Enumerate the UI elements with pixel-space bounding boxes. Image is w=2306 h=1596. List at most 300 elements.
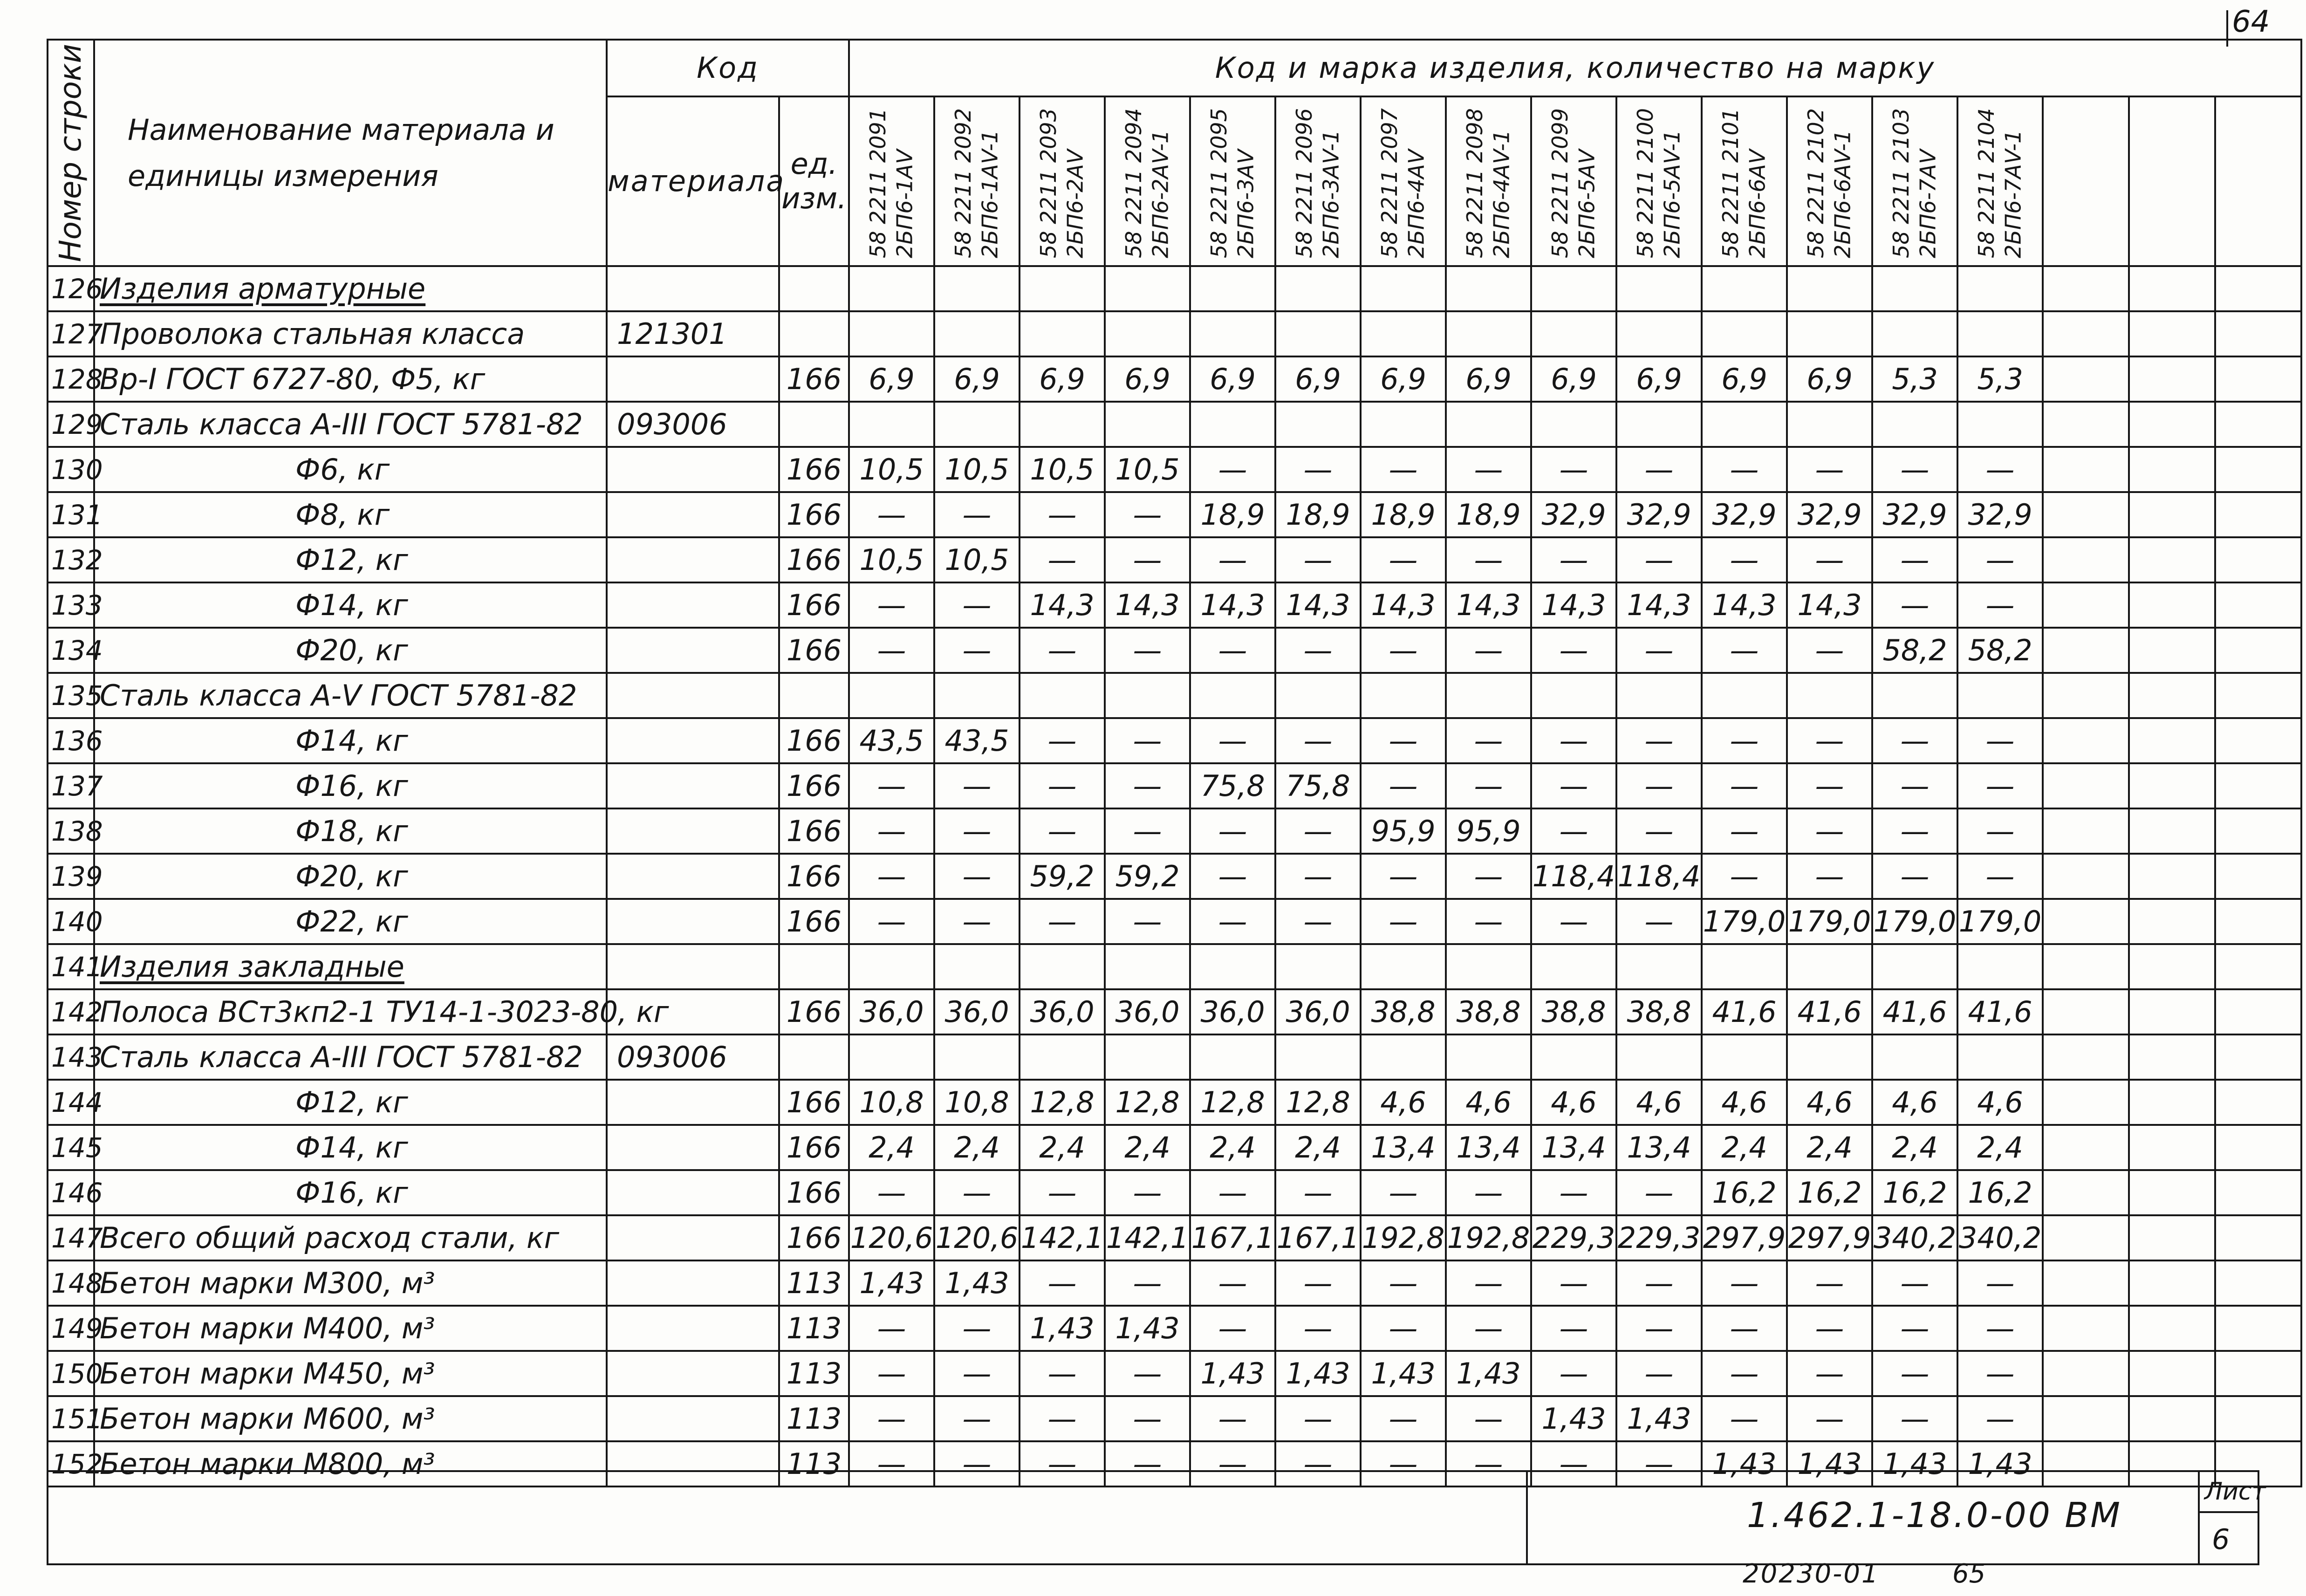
quantity-cell: 6,9 [1190, 356, 1275, 402]
quantity-cell: 6,9 [1702, 356, 1787, 402]
material-name: Бетон марки М300, м³ [94, 1260, 607, 1306]
quantity-cell [1872, 311, 1957, 356]
material-code: 121301 [607, 311, 779, 356]
product-header-cell [1190, 96, 1275, 266]
quantity-cell: 16,2 [1872, 1170, 1957, 1215]
unit-code [779, 266, 849, 311]
quantity-cell: — [1531, 537, 1616, 582]
quantity-cell: 12,8 [1105, 1080, 1190, 1125]
quantity-cell: 14,3 [1787, 582, 1872, 628]
quantity-cell: — [1531, 718, 1616, 763]
quantity-cell [1787, 1034, 1872, 1080]
quantity-cell [1020, 944, 1105, 989]
row-number-header: Номер строки [54, 43, 88, 262]
empty-cell [2043, 1306, 2129, 1351]
quantity-cell: 192,8 [1446, 1215, 1531, 1260]
quantity-cell: — [1020, 1351, 1105, 1396]
quantity-cell: 10,5 [849, 447, 934, 492]
quantity-cell: 18,9 [1275, 492, 1361, 537]
quantity-cell: — [849, 899, 934, 944]
quantity-cell: — [1190, 854, 1275, 899]
product-header-cell [934, 96, 1020, 266]
row-number: 129 [48, 402, 94, 447]
quantity-cell: — [1105, 492, 1190, 537]
quantity-cell [1702, 266, 1787, 311]
quantity-cell [1531, 944, 1616, 989]
empty-cell [2043, 899, 2129, 944]
quantity-cell: 12,8 [1190, 1080, 1275, 1125]
quantity-cell: 5,3 [1872, 356, 1957, 402]
quantity-cell: — [1872, 447, 1957, 492]
quantity-cell [849, 673, 934, 718]
quantity-cell: 43,5 [849, 718, 934, 763]
sheet-cell [2198, 1470, 2266, 1565]
quantity-cell: — [1361, 1306, 1446, 1351]
quantity-cell: — [1531, 808, 1616, 854]
quantity-cell: 16,2 [1957, 1170, 2043, 1215]
product-code: 58 2211 2099 [1547, 108, 1573, 258]
quantity-cell: 18,9 [1190, 492, 1275, 537]
material-code [607, 356, 779, 402]
material-name: Ф18, кг [94, 808, 607, 854]
quantity-cell: — [1957, 763, 2043, 808]
empty-cell [2215, 944, 2301, 989]
quantity-cell: — [1616, 763, 1702, 808]
unit-header: ед. изм. [779, 96, 849, 266]
quantity-cell: 32,9 [1787, 492, 1872, 537]
quantity-cell: — [1190, 718, 1275, 763]
quantity-cell: — [1446, 718, 1531, 763]
quantity-cell: 1,43 [1105, 1306, 1190, 1351]
quantity-cell: 2,4 [1020, 1125, 1105, 1170]
quantity-cell [1787, 311, 1872, 356]
quantity-cell: 32,9 [1702, 492, 1787, 537]
quantity-cell: — [1616, 1170, 1702, 1215]
sheet-number: 6 [2212, 1523, 2230, 1556]
unit-code: 113 [779, 1396, 849, 1441]
quantity-cell: — [1616, 1351, 1702, 1396]
empty-cell [2215, 582, 2301, 628]
material-name: Ф14, кг [94, 582, 607, 628]
quantity-cell: — [1531, 763, 1616, 808]
quantity-cell: 6,9 [1105, 356, 1190, 402]
empty-cell [2215, 673, 2301, 718]
quantity-cell: 2,4 [934, 1125, 1020, 1170]
product-code: 58 2211 2102 [1803, 108, 1829, 258]
empty-cell [2043, 808, 2129, 854]
quantity-cell: 36,0 [1275, 989, 1361, 1034]
quantity-cell: 12,8 [1020, 1080, 1105, 1125]
row-number: 128 [48, 356, 94, 402]
quantity-cell: 38,8 [1446, 989, 1531, 1034]
quantity-cell: 1,43 [934, 1260, 1020, 1306]
quantity-cell [1275, 673, 1361, 718]
quantity-cell: — [1361, 854, 1446, 899]
material-name: Ф20, кг [94, 854, 607, 899]
unit-code: 113 [779, 1306, 849, 1351]
material-code [607, 718, 779, 763]
unit-code: 166 [779, 356, 849, 402]
quantity-cell: — [1957, 854, 2043, 899]
quantity-cell [1872, 944, 1957, 989]
product-header [1121, 104, 1174, 258]
quantity-cell: 13,4 [1616, 1125, 1702, 1170]
quantity-cell: — [1872, 854, 1957, 899]
quantity-cell: — [1361, 447, 1446, 492]
quantity-cell: — [1361, 628, 1446, 673]
quantity-cell: — [1446, 1306, 1531, 1351]
empty-cell [2129, 1215, 2215, 1260]
empty-cell [2215, 1034, 2301, 1080]
quantity-cell: — [1020, 628, 1105, 673]
quantity-cell: — [1361, 1260, 1446, 1306]
quantity-cell: — [1190, 1170, 1275, 1215]
empty-cell [2043, 582, 2129, 628]
quantity-cell [1702, 673, 1787, 718]
quantity-cell [849, 311, 934, 356]
quantity-cell [1872, 402, 1957, 447]
table-row [48, 1034, 2301, 1080]
material-name: Вр-I ГОСТ 6727-80, Ф5, кг [94, 356, 607, 402]
unit-code [779, 311, 849, 356]
material-name: Сталь класса А-III ГОСТ 5781-82 [94, 402, 607, 447]
product-header [865, 104, 918, 258]
quantity-cell: 10,8 [849, 1080, 934, 1125]
quantity-cell: 167,1 [1190, 1215, 1275, 1260]
material-name: Ф16, кг [94, 1170, 607, 1215]
quantity-cell: — [1105, 1396, 1190, 1441]
product-header-cell [849, 96, 934, 266]
quantity-cell: 13,4 [1361, 1125, 1446, 1170]
product-header [1718, 104, 1771, 258]
quantity-cell [1361, 673, 1446, 718]
quantity-cell: — [1275, 1170, 1361, 1215]
quantity-cell: — [1275, 1441, 1361, 1486]
material-name: Ф12, кг [94, 537, 607, 582]
quantity-cell: 14,3 [1531, 582, 1616, 628]
quantity-cell: — [1190, 1260, 1275, 1306]
quantity-cell: 10,5 [934, 447, 1020, 492]
quantity-cell: 16,2 [1787, 1170, 1872, 1215]
quantity-cell: — [1275, 628, 1361, 673]
table-row [48, 1170, 2301, 1215]
quantity-cell: — [1275, 718, 1361, 763]
quantity-cell [1361, 944, 1446, 989]
quantity-cell: — [1020, 899, 1105, 944]
quantity-cell: 2,4 [1787, 1125, 1872, 1170]
table-row [48, 808, 2301, 854]
material-code [607, 808, 779, 854]
empty-cell [2129, 1260, 2215, 1306]
quantity-cell: — [1446, 854, 1531, 899]
quantity-cell: — [1957, 582, 2043, 628]
quantity-cell: 192,8 [1361, 1215, 1446, 1260]
quantity-cell [1190, 1034, 1275, 1080]
quantity-cell: — [1361, 1441, 1446, 1486]
quantity-cell [1616, 266, 1702, 311]
quantity-cell: 41,6 [1957, 989, 2043, 1034]
material-name: Бетон марки М450, м³ [94, 1351, 607, 1396]
quantity-cell: — [1957, 447, 2043, 492]
materials-table [47, 39, 2302, 1487]
table-row [48, 447, 2301, 492]
unit-code: 166 [779, 537, 849, 582]
quantity-cell: — [1531, 628, 1616, 673]
empty-cell [2043, 718, 2129, 763]
quantity-cell: — [1616, 1441, 1702, 1486]
quantity-cell [1787, 402, 1872, 447]
product-header [1632, 104, 1686, 258]
name-header: Наименование материала и единицы измерения [94, 40, 607, 266]
quantity-cell [934, 944, 1020, 989]
quantity-cell: — [1446, 763, 1531, 808]
quantity-cell [934, 1034, 1020, 1080]
row-number: 137 [48, 763, 94, 808]
quantity-cell: 32,9 [1872, 492, 1957, 537]
material-name: Ф12, кг [94, 1080, 607, 1125]
quantity-cell: 6,9 [1531, 356, 1616, 402]
quantity-cell: 36,0 [1020, 989, 1105, 1034]
quantity-cell [1616, 311, 1702, 356]
quantity-cell: 36,0 [849, 989, 934, 1034]
empty-cell [2043, 1215, 2129, 1260]
quantity-cell: 4,6 [1702, 1080, 1787, 1125]
quantity-cell: 1,43 [1020, 1306, 1105, 1351]
quantity-cell: — [1872, 1306, 1957, 1351]
empty-cell [2215, 537, 2301, 582]
unit-code: 113 [779, 1441, 849, 1486]
quantity-cell: — [1787, 537, 1872, 582]
quantity-cell [1446, 673, 1531, 718]
empty-cell [2215, 628, 2301, 673]
unit-code: 113 [779, 1351, 849, 1396]
product-mark: 2БП6-5АV-1 [1659, 130, 1685, 258]
quantity-cell: — [934, 1396, 1020, 1441]
quantity-cell: — [1702, 854, 1787, 899]
material-code [607, 447, 779, 492]
material-code [607, 854, 779, 899]
quantity-cell [1190, 266, 1275, 311]
quantity-cell: 6,9 [849, 356, 934, 402]
quantity-cell: 1,43 [1872, 1441, 1957, 1486]
empty-cell [2043, 402, 2129, 447]
quantity-cell: — [934, 1351, 1020, 1396]
quantity-cell [1105, 402, 1190, 447]
quantity-cell: — [1872, 718, 1957, 763]
unit-code [779, 673, 849, 718]
unit-code: 166 [779, 1170, 849, 1215]
quantity-cell: 5,3 [1957, 356, 2043, 402]
quantity-cell [1957, 944, 2043, 989]
quantity-cell [1872, 1034, 1957, 1080]
empty-cell [2215, 1260, 2301, 1306]
quantity-cell: — [1702, 447, 1787, 492]
quantity-cell: — [1787, 1260, 1872, 1306]
quantity-cell [934, 402, 1020, 447]
quantity-cell: 1,43 [1275, 1351, 1361, 1396]
empty-cell [2129, 854, 2215, 899]
quantity-cell: 229,3 [1531, 1215, 1616, 1260]
quantity-cell [1020, 311, 1105, 356]
quantity-cell [1787, 944, 1872, 989]
quantity-cell: — [1190, 808, 1275, 854]
quantity-cell [1616, 944, 1702, 989]
row-number: 136 [48, 718, 94, 763]
quantity-cell: — [1190, 447, 1275, 492]
empty-cell [2129, 673, 2215, 718]
table-row [48, 1125, 2301, 1170]
quantity-cell: — [849, 854, 934, 899]
quantity-cell: — [1531, 1351, 1616, 1396]
quantity-cell: 14,3 [1702, 582, 1787, 628]
quantity-cell: 1,43 [849, 1260, 934, 1306]
quantity-cell [1957, 1034, 2043, 1080]
empty-cell [2129, 944, 2215, 989]
quantity-cell [1531, 402, 1616, 447]
quantity-cell: 59,2 [1020, 854, 1105, 899]
quantity-cell: — [1957, 1351, 2043, 1396]
quantity-cell: 1,43 [1446, 1351, 1531, 1396]
quantity-cell: 14,3 [1105, 582, 1190, 628]
table-row [48, 718, 2301, 763]
quantity-cell: — [1872, 808, 1957, 854]
quantity-cell: — [1531, 1306, 1616, 1351]
quantity-cell: 14,3 [1446, 582, 1531, 628]
unit-code: 166 [779, 447, 849, 492]
quantity-cell: 4,6 [1787, 1080, 1872, 1125]
quantity-cell: — [1616, 1260, 1702, 1306]
product-header [1973, 104, 2027, 258]
quantity-cell [1702, 1034, 1787, 1080]
empty-cell [2129, 537, 2215, 582]
quantity-cell [1531, 311, 1616, 356]
row-number: 146 [48, 1170, 94, 1215]
product-code: 58 2211 2100 [1633, 108, 1658, 258]
quantity-cell: 36,0 [934, 989, 1020, 1034]
empty-cell [2043, 944, 2129, 989]
material-name: Ф22, кг [94, 899, 607, 944]
quantity-cell: — [849, 763, 934, 808]
quantity-cell: 118,4 [1531, 854, 1616, 899]
unit-code: 166 [779, 582, 849, 628]
product-header [950, 104, 1004, 258]
quantity-cell: — [1616, 537, 1702, 582]
quantity-cell: 179,0 [1957, 899, 2043, 944]
empty-cell [2215, 989, 2301, 1034]
quantity-cell: — [1446, 537, 1531, 582]
quantity-cell [1531, 1034, 1616, 1080]
quantity-cell: — [1872, 1396, 1957, 1441]
quantity-cell: — [1190, 628, 1275, 673]
product-code: 58 2211 2104 [1974, 108, 1999, 258]
table-row [48, 582, 2301, 628]
empty-cell [2043, 763, 2129, 808]
table-row [48, 1396, 2301, 1441]
quantity-cell: — [1616, 628, 1702, 673]
quantity-cell [1531, 673, 1616, 718]
quantity-cell [1702, 944, 1787, 989]
table-row [48, 356, 2301, 402]
quantity-cell: — [1787, 718, 1872, 763]
quantity-cell: — [1787, 1306, 1872, 1351]
quantity-cell [1361, 402, 1446, 447]
quantity-cell: 43,5 [934, 718, 1020, 763]
unit-code: 166 [779, 808, 849, 854]
quantity-cell: — [1787, 808, 1872, 854]
table-row [48, 1080, 2301, 1125]
row-number: 143 [48, 1034, 94, 1080]
quantity-cell: — [1105, 1260, 1190, 1306]
row-number: 144 [48, 1080, 94, 1125]
row-number: 151 [48, 1396, 94, 1441]
quantity-cell: 95,9 [1361, 808, 1446, 854]
header-row-top [48, 40, 2301, 96]
unit-code [779, 402, 849, 447]
unit-code [779, 944, 849, 989]
quantity-cell: — [1275, 447, 1361, 492]
empty-header-cell [2129, 96, 2215, 266]
quantity-cell: — [1446, 1170, 1531, 1215]
row-number-header-cell [48, 40, 94, 266]
quantity-cell: 6,9 [1275, 356, 1361, 402]
quantity-cell: — [1361, 763, 1446, 808]
table-row [48, 854, 2301, 899]
row-number: 133 [48, 582, 94, 628]
quantity-cell: 18,9 [1361, 492, 1446, 537]
product-header [1888, 104, 1942, 258]
row-number: 147 [48, 1215, 94, 1260]
empty-cell [2129, 1351, 2215, 1396]
empty-cell [2043, 1034, 2129, 1080]
quantity-cell: — [1020, 1170, 1105, 1215]
product-header-cell [1275, 96, 1361, 266]
quantity-cell: 32,9 [1957, 492, 2043, 537]
product-header-cell [1616, 96, 1702, 266]
quantity-cell: 38,8 [1616, 989, 1702, 1034]
quantity-cell: — [1020, 1260, 1105, 1306]
quantity-cell: 2,4 [849, 1125, 934, 1170]
product-mark: 2БП6-2АV [1062, 149, 1088, 258]
product-code: 58 2211 2095 [1206, 108, 1232, 258]
document-code: 1.462.1-18.0-00 ВМ [1747, 1495, 2122, 1535]
unit-code: 166 [779, 628, 849, 673]
material-code [607, 899, 779, 944]
quantity-cell: — [934, 1441, 1020, 1486]
empty-cell [2043, 266, 2129, 311]
empty-cell [2129, 311, 2215, 356]
table-row [48, 1351, 2301, 1396]
row-number: 152 [48, 1441, 94, 1486]
quantity-cell: — [1275, 854, 1361, 899]
quantity-cell: — [1531, 1170, 1616, 1215]
title-block-code-cell [1526, 1470, 2200, 1565]
quantity-cell [1105, 673, 1190, 718]
quantity-cell [1616, 673, 1702, 718]
quantity-cell [1275, 266, 1361, 311]
quantity-cell: — [1020, 537, 1105, 582]
quantity-cell: 4,6 [1446, 1080, 1531, 1125]
table-row [48, 402, 2301, 447]
empty-cell [2043, 1080, 2129, 1125]
empty-cell [2215, 266, 2301, 311]
quantity-cell: 16,2 [1702, 1170, 1787, 1215]
quantity-cell: — [1702, 1351, 1787, 1396]
quantity-cell: — [1872, 763, 1957, 808]
quantity-cell [1275, 311, 1361, 356]
sheet-divider [2198, 1511, 2258, 1513]
quantity-cell: 14,3 [1616, 582, 1702, 628]
quantity-cell [1190, 311, 1275, 356]
